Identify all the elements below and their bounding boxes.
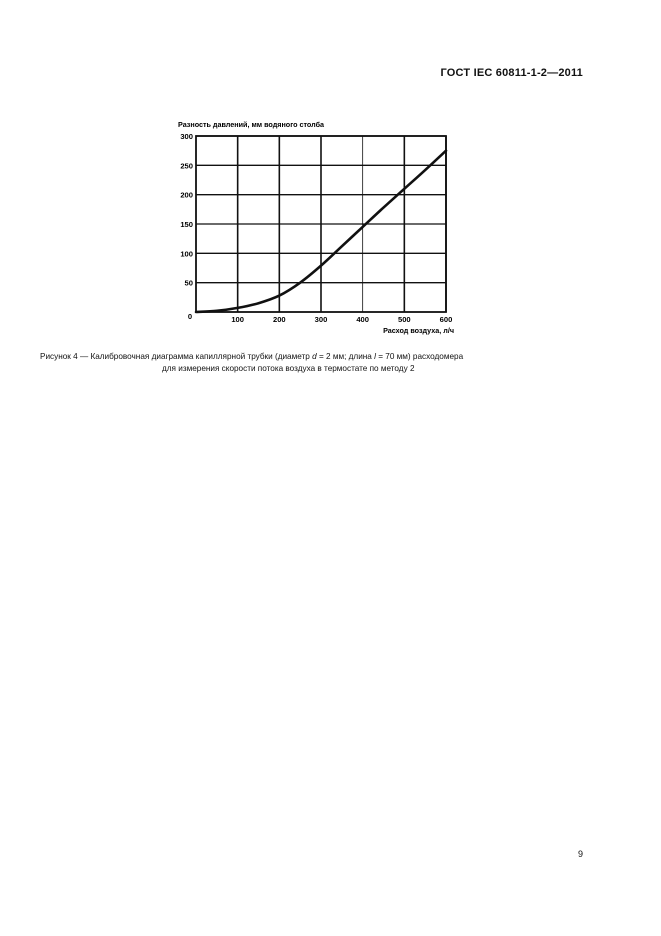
x-tick-label-400: 400 <box>356 315 370 324</box>
x-tick-label-600: 600 <box>439 315 453 324</box>
y-tick-label-100: 100 <box>180 249 193 259</box>
y-tick-label-300: 300 <box>180 132 193 141</box>
caption-var-d: d <box>312 352 317 361</box>
x-tick-label-0: 0 <box>187 312 193 321</box>
caption-suffix: = 70 мм) расходомера <box>375 352 464 361</box>
y-axis-label: Разность давлений, мм водяного столба <box>178 120 325 129</box>
x-tick-label-300: 300 <box>314 315 328 324</box>
caption-var-l: l <box>374 352 376 361</box>
y-tick-label-200: 200 <box>180 190 193 200</box>
figure-caption <box>40 351 620 375</box>
caption-prefix: Рисунок 4 — Калибровочная диаграмма капиллярной трубки (диаметр <box>40 352 313 361</box>
y-tick-label-250: 250 <box>180 161 193 171</box>
caption-line-2: для измерения скорости потока воздуха в термостате по методу 2 <box>162 364 415 373</box>
y-tick-label-150: 150 <box>180 220 193 229</box>
x-tick-label-100: 100 <box>231 315 245 324</box>
caption-mid: = 2 мм; длина <box>316 352 375 361</box>
y-tick-label-50: 50 <box>184 278 193 288</box>
caption-line-1 <box>40 351 620 363</box>
x-tick-label-500: 500 <box>397 315 411 324</box>
x-axis-label: Расход воздуха, л/ч <box>383 326 454 335</box>
page-number: 9 <box>577 849 583 859</box>
calibration-chart <box>170 112 470 342</box>
chart-svg <box>170 112 470 342</box>
x-tick-label-200: 200 <box>272 315 286 324</box>
document-standard-header: ГОСТ IEC 60811-1-2—2011 <box>440 67 583 79</box>
